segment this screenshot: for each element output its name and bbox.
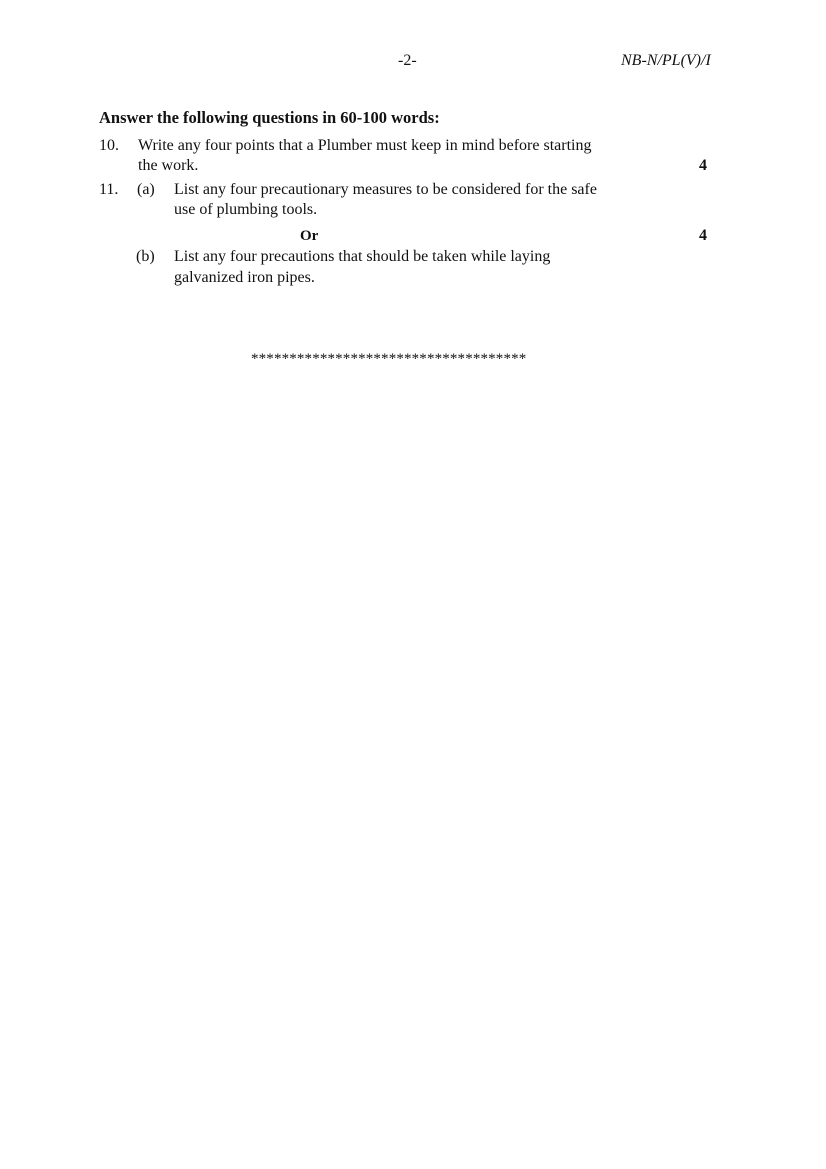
question-10-text-line1: Write any four points that a Plumber must keep in mind before starting xyxy=(138,137,592,154)
question-11-part-a-label: (a) xyxy=(137,181,155,198)
question-11-part-a-line1: List any four precautionary measures to be considered for the safe xyxy=(174,181,597,198)
end-marker: ************************************ xyxy=(251,351,527,367)
question-11-part-b-line2: galvanized iron pipes. xyxy=(174,269,315,286)
question-11-part-a-line2: use of plumbing tools. xyxy=(174,201,318,218)
question-11-part-b-line1: List any four precautions that should be taken while laying xyxy=(174,248,551,265)
question-11-marks: 4 xyxy=(699,227,707,244)
question-10-number: 10. xyxy=(99,137,119,154)
question-11-part-b-label: (b) xyxy=(136,248,155,265)
question-10-text-line2: the work. xyxy=(138,157,199,174)
question-10-marks: 4 xyxy=(699,157,707,174)
question-11-number: 11. xyxy=(99,181,119,198)
paper-code: NB-N/PL(V)/I xyxy=(621,52,711,69)
page-number: -2- xyxy=(398,52,417,69)
section-instruction: Answer the following questions in 60-100 words: xyxy=(99,108,440,127)
question-11-or-label: Or xyxy=(300,228,319,244)
